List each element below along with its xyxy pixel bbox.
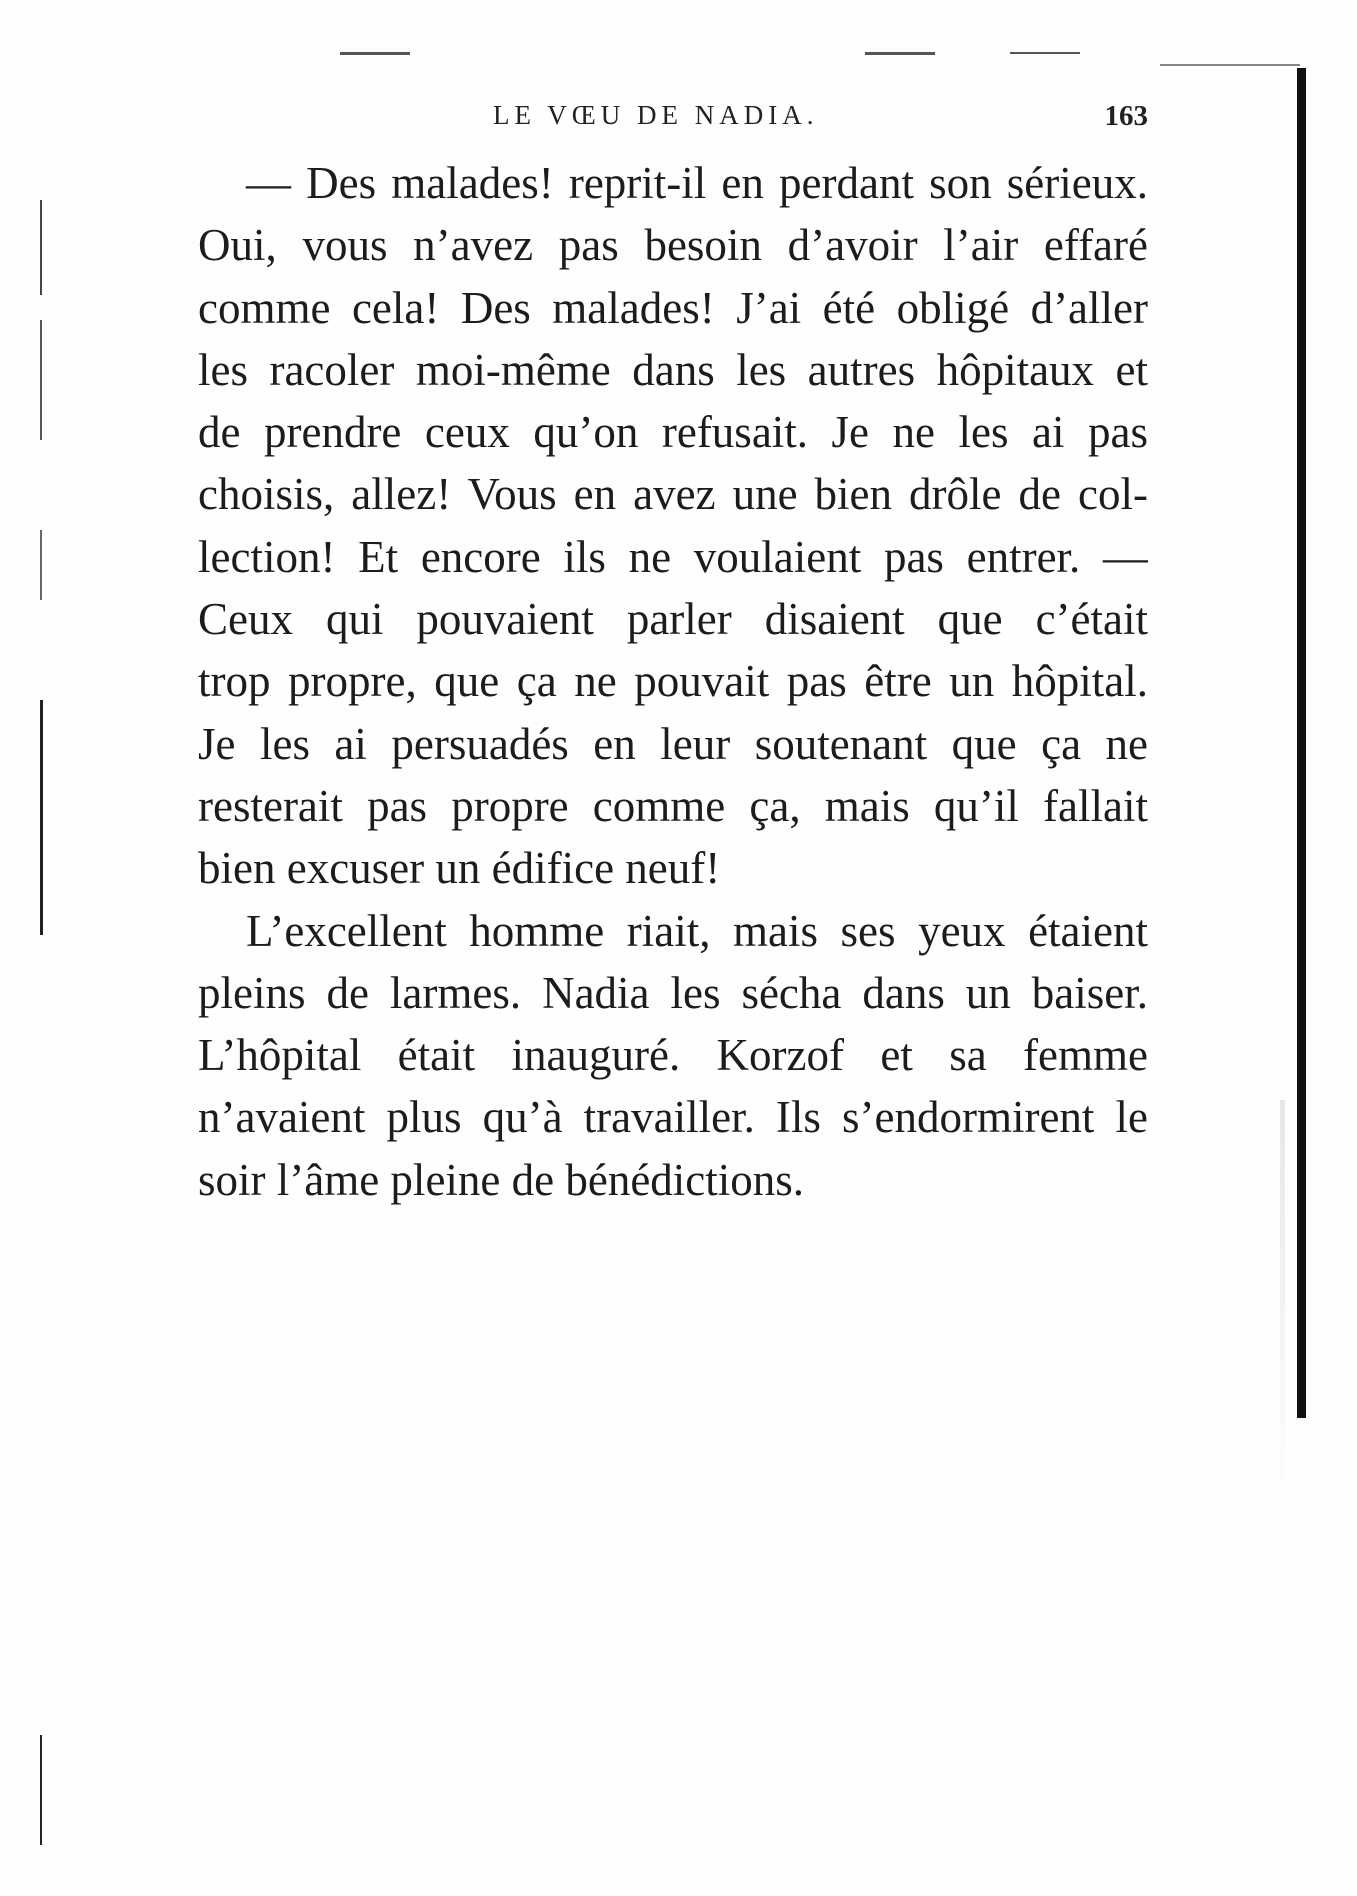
text-line: pleins de larmes. Nadia les sécha dans un baiser.	[198, 967, 1148, 1018]
paragraph-1	[198, 152, 1148, 900]
scan-artifact-top-4	[1160, 64, 1300, 66]
page-number: 163	[1104, 100, 1148, 132]
page-edge-fade	[1280, 1100, 1285, 1520]
running-header	[198, 100, 1148, 140]
text-line: Oui, vous n’avez pas besoin d’avoir l’air effaré	[198, 220, 1148, 271]
scan-artifact-top-1	[340, 52, 410, 55]
text-line: resterait pas propre comme ça, mais qu’il fallait	[198, 780, 1148, 831]
scan-artifact-left-4	[40, 700, 43, 935]
scan-artifact-left-1	[40, 200, 42, 295]
scan-artifact-left-2	[40, 320, 42, 440]
paragraph-2	[198, 900, 1148, 1211]
text-line: L’hôpital était inauguré. Korzof et sa femme	[198, 1030, 1148, 1081]
text-line: soir l’âme pleine de bénédictions.	[198, 1154, 805, 1205]
text-line: de prendre ceux qu’on refusait. Je ne les ai pas	[198, 407, 1148, 458]
text-line: n’avaient plus qu’à travailler. Ils s’endormirent le	[198, 1092, 1148, 1143]
page-edge-shadow	[1297, 68, 1306, 1418]
text-line: L’excellent homme riait, mais ses yeux étaient	[246, 905, 1148, 956]
text-line: lection! Et encore ils ne voulaient pas entrer. —	[198, 531, 1148, 582]
scan-artifact-top-2	[865, 52, 935, 55]
body-text	[198, 152, 1148, 1211]
scan-artifact-top-3	[1010, 52, 1080, 54]
text-line: Je les ai persuadés en leur soutenant que ça ne	[198, 718, 1148, 769]
text-line: les racoler moi-même dans les autres hôpitaux et	[198, 344, 1148, 395]
text-line: comme cela! Des malades! J’ai été obligé d’aller	[198, 282, 1148, 333]
text-line: — Des malades! reprit-il en perdant son sérieux.	[246, 158, 1148, 208]
scan-artifact-left-5	[40, 1735, 42, 1845]
text-line: choisis, allez! Vous en avez une bien drôle de col-	[198, 469, 1148, 520]
text-line: bien excuser un édifice neuf!	[198, 843, 721, 894]
scan-artifact-left-3	[40, 530, 42, 600]
running-title: LE VŒU DE NADIA.	[493, 100, 819, 130]
text-line: trop propre, que ça ne pouvait pas être un hôpital.	[198, 656, 1148, 707]
text-line: Ceux qui pouvaient parler disaient que c’était	[198, 594, 1148, 645]
